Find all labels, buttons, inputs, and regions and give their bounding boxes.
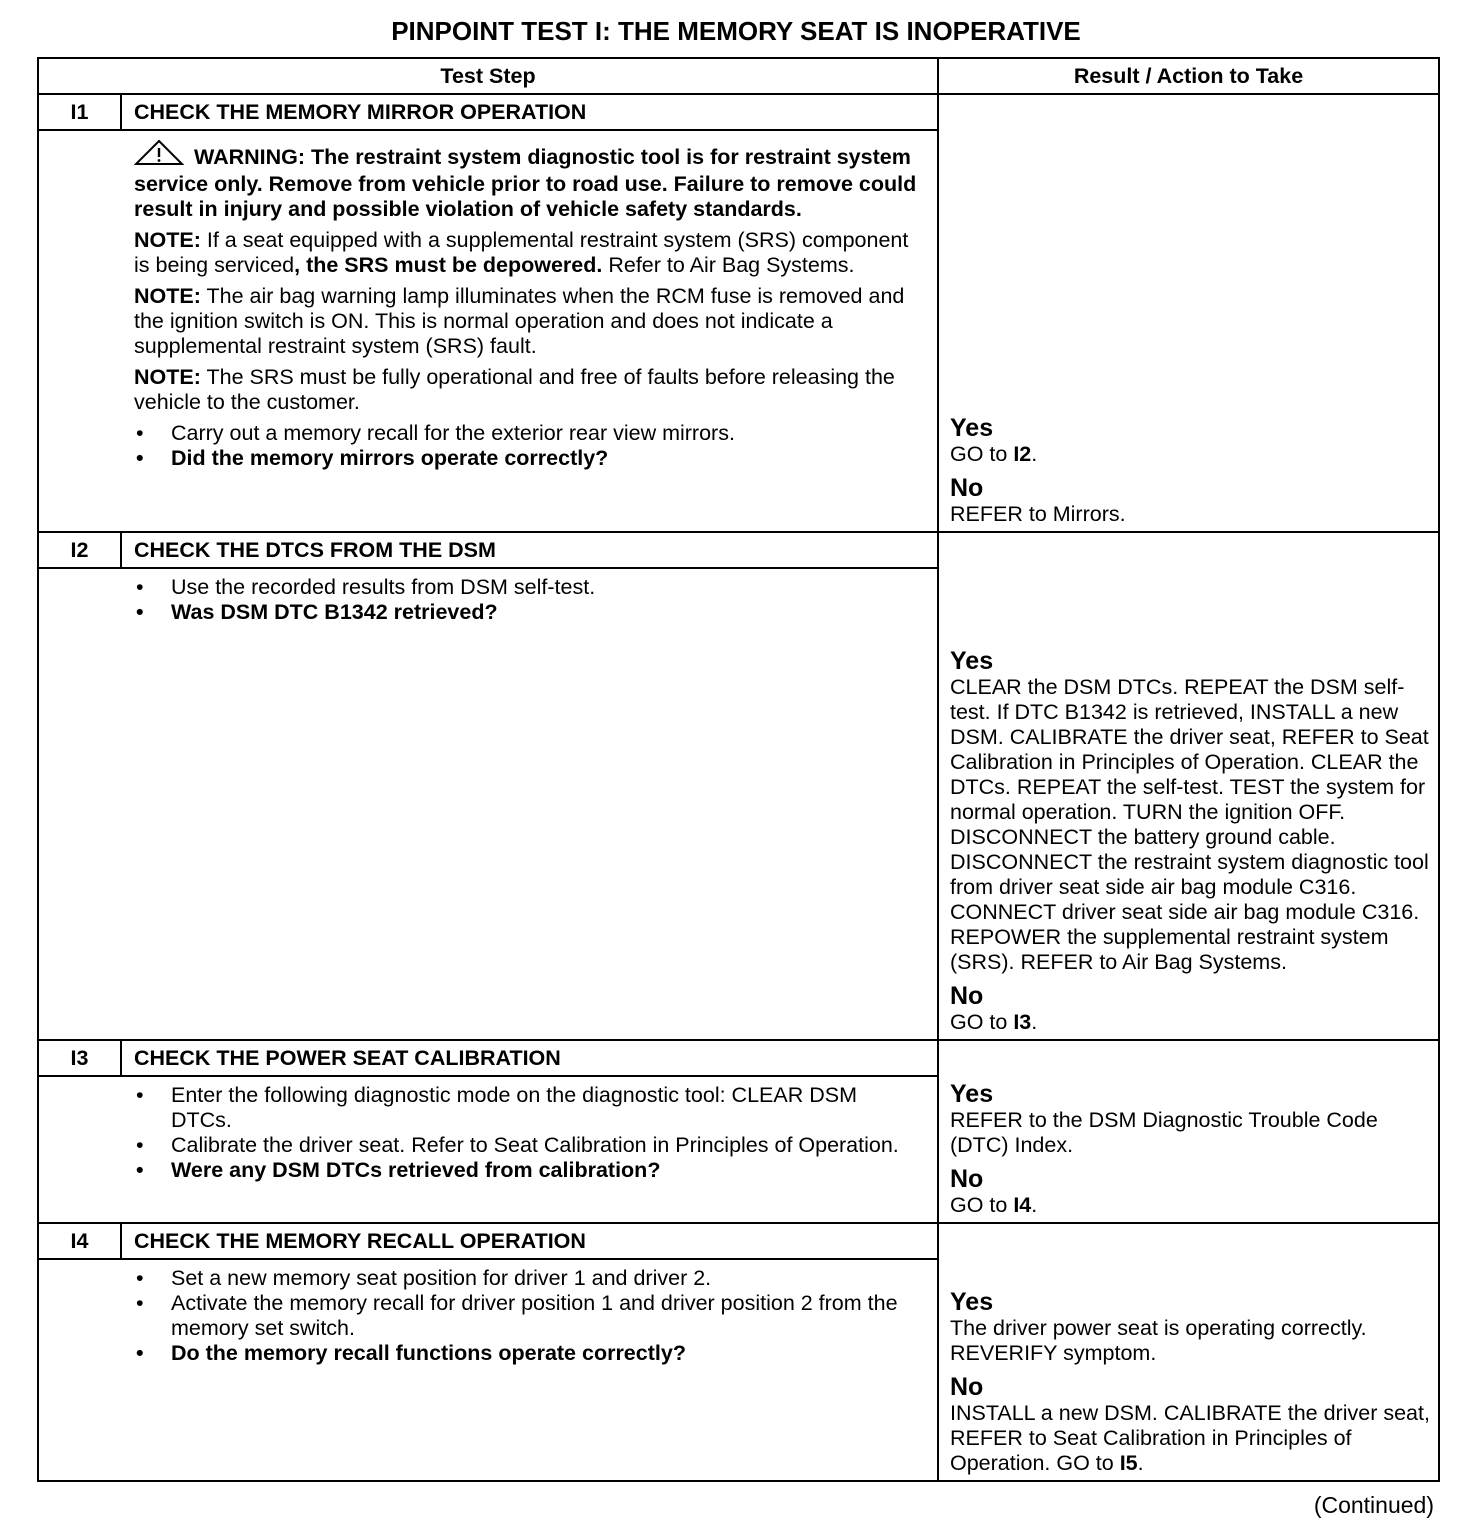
bullet-question: • Did the memory mirrors operate correctly?	[134, 446, 917, 471]
step-bullets	[134, 1083, 917, 1183]
step-i3-result	[938, 1040, 1439, 1223]
step-i2-result	[938, 532, 1439, 1040]
bullet-item: • Set a new memory seat position for driver 1 and driver 2.	[134, 1266, 917, 1291]
step-i1-result	[938, 94, 1439, 532]
header-result-action: Result / Action to Take	[938, 58, 1439, 94]
answer-yes-label: Yes	[950, 1288, 994, 1316]
step-id: I2	[38, 532, 121, 568]
note-srs-operational: NOTE: The SRS must be fully operational and free of faults before releasing the vehicle to the customer.	[134, 365, 895, 414]
step-title: CHECK THE MEMORY RECALL OPERATION	[121, 1223, 938, 1259]
answer-no-label: No	[950, 982, 984, 1010]
answer-yes-text: CLEAR the DSM DTCs. REPEAT the DSM self-test. If DTC B1342 is retrieved, INSTALL a new DSM. CALIBRATE the driver seat, REFER to Seat Calibration in Principles of Operation. CLEAR the DTCs. REPEAT the self-test. TEST the system for normal operation. TURN the ignition OFF. DISCONNECT the battery ground cable. DISCONNECT the restraint system diagnostic tool from driver seat side air bag module C316. CONNECT driver seat side air bag module C316. REPOWER the supplemental restraint system (SRS). REFER to Air Bag Systems.	[950, 675, 1429, 974]
step-id: I4	[38, 1223, 121, 1259]
step-i4-body	[38, 1259, 938, 1481]
step-i1-title-row	[38, 94, 1439, 130]
answer-no-label: No	[950, 1373, 984, 1401]
table-header-row	[38, 58, 1439, 94]
answer-no-text: INSTALL a new DSM. CALIBRATE the driver seat, REFER to Seat Calibration in Principles of Operation. GO to I5.	[950, 1401, 1430, 1475]
step-id: I3	[38, 1040, 121, 1076]
step-title: CHECK THE DTCS FROM THE DSM	[121, 532, 938, 568]
bullet-item: • Activate the memory recall for driver position 1 and driver position 2 from the memory set switch.	[134, 1291, 917, 1341]
step-bullets	[134, 1266, 917, 1366]
answer-no-text: REFER to Mirrors.	[950, 502, 1126, 526]
answer-yes-label: Yes	[950, 1080, 994, 1108]
answer-no-text: GO to I3.	[950, 1010, 1038, 1034]
step-i3-title-row	[38, 1040, 1439, 1076]
step-i3-body	[38, 1076, 938, 1223]
bullet-item: • Carry out a memory recall for the exterior rear view mirrors.	[134, 421, 917, 446]
answer-no-label: No	[950, 1165, 984, 1193]
step-id: I1	[38, 94, 121, 130]
bullet-item: • Use the recorded results from DSM self-test.	[134, 575, 917, 600]
step-i2-title-row	[38, 532, 1439, 568]
step-i2-body	[38, 568, 938, 1040]
bullet-item: • Enter the following diagnostic mode on the diagnostic tool: CLEAR DSM DTCs.	[134, 1083, 917, 1133]
answer-no-text: GO to I4.	[950, 1193, 1038, 1217]
bullet-question: • Do the memory recall functions operate correctly?	[134, 1341, 917, 1366]
bullet-question: • Was DSM DTC B1342 retrieved?	[134, 600, 917, 625]
page-title: PINPOINT TEST I: THE MEMORY SEAT IS INOPERATIVE	[391, 16, 1081, 46]
note-airbag-lamp: NOTE: The air bag warning lamp illuminates when the RCM fuse is removed and the ignition switch is ON. This is normal operation and does not indicate a supplemental restraint system (SRS) fault.	[134, 284, 905, 358]
step-i1-body	[38, 130, 938, 532]
step-bullets	[134, 575, 917, 625]
continued-label: (Continued)	[1313, 1492, 1434, 1518]
answer-yes-text: REFER to the DSM Diagnostic Trouble Code (DTC) Index.	[950, 1108, 1378, 1157]
answer-yes-label: Yes	[950, 647, 994, 675]
warning-triangle-icon	[134, 139, 184, 172]
answer-yes-text: GO to I2.	[950, 442, 1038, 466]
note-srs-depower: NOTE: If a seat equipped with a supplemental restraint system (SRS) component is being serviced, the SRS must be depowered. Refer to Air Bag Systems.	[134, 228, 909, 277]
step-title: CHECK THE POWER SEAT CALIBRATION	[121, 1040, 938, 1076]
step-i4-title-row	[38, 1223, 1439, 1259]
answer-yes-text: The driver power seat is operating correctly. REVERIFY symptom.	[950, 1316, 1367, 1365]
step-bullets	[134, 421, 917, 471]
step-i4-result	[938, 1223, 1439, 1481]
bullet-item: • Calibrate the driver seat. Refer to Seat Calibration in Principles of Operation.	[134, 1133, 917, 1158]
step-title: CHECK THE MEMORY MIRROR OPERATION	[121, 94, 938, 130]
bullet-question: • Were any DSM DTCs retrieved from calibration?	[134, 1158, 917, 1183]
warning-block: WARNING: The restraint system diagnostic tool is for restraint system service only. Remove from vehicle prior to road use. Failure to remove could result in injury and possible violation of vehicle safety standards.	[134, 139, 917, 222]
pinpoint-test-table	[37, 57, 1440, 1482]
answer-yes-label: Yes	[950, 414, 994, 442]
answer-no-label: No	[950, 474, 984, 502]
header-test-step: Test Step	[38, 58, 938, 94]
